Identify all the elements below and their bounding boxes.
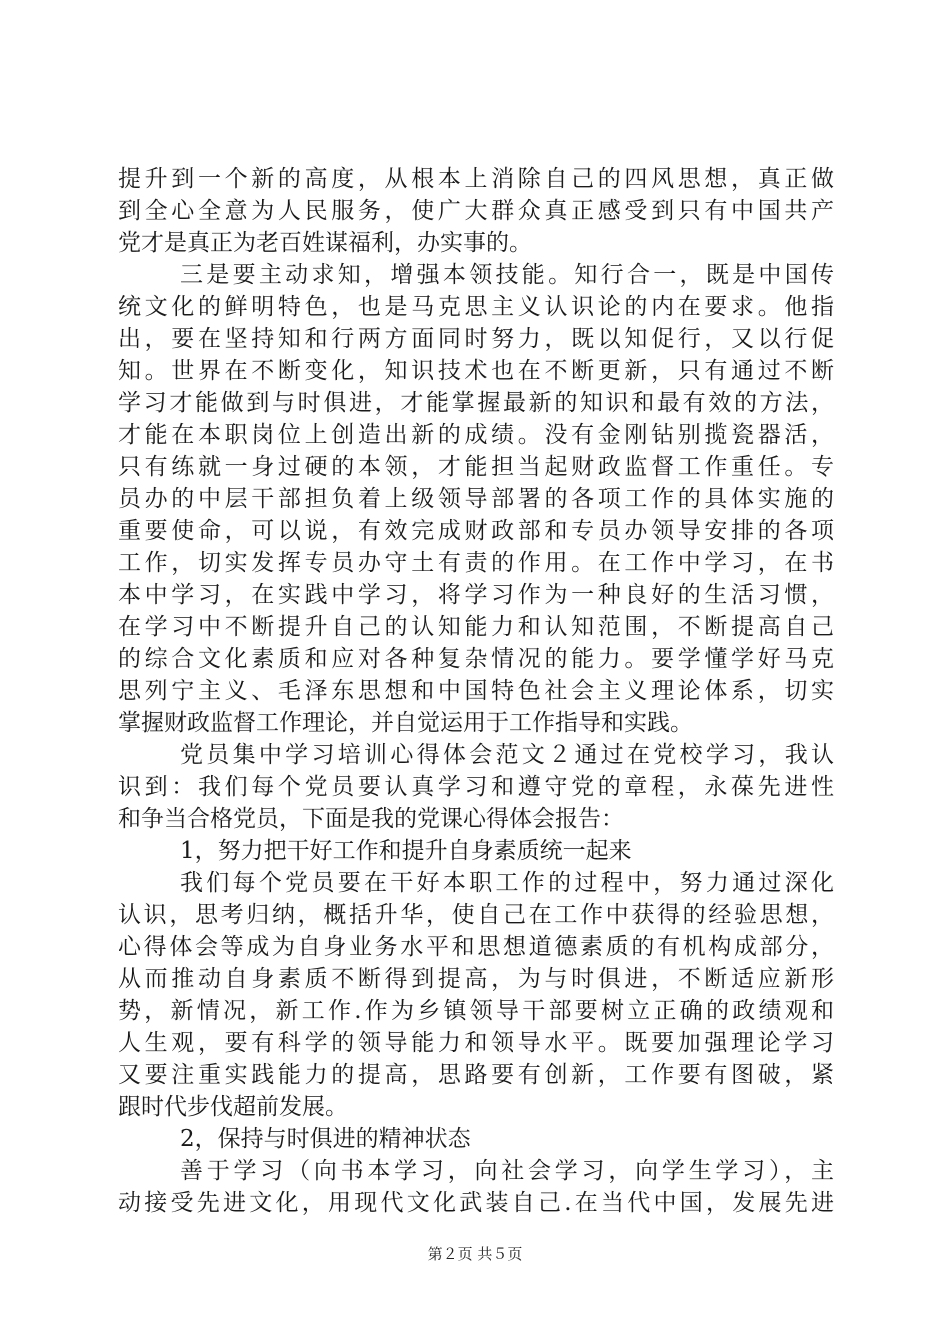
text-line: 2，保持与时俱进的精神状态 <box>180 1126 471 1152</box>
text-line: 认识，思考归纳，概括升华，使自己在工作中获得的经验思想， <box>118 902 834 928</box>
paragraph <box>118 867 834 1123</box>
text-line: 知。世界在不断变化，知识技术也在不断更新，只有通过不断 <box>118 358 834 384</box>
paragraph <box>118 163 834 259</box>
text-line: 和争当合格党员，下面是我的党课心得体会报告： <box>118 806 624 832</box>
text-line: 从而推动自身素质不断得到提高，为与时俱进，不断适应新形 <box>118 966 834 992</box>
text-line: 才能在本职岗位上创造出新的成绩。没有金刚钻别揽瓷器活， <box>118 422 834 448</box>
text-line: 工作，切实发挥专员办守土有责的作用。在工作中学习，在书 <box>118 550 834 576</box>
text-line: 又要注重实践能力的提高，思路要有创新，工作要有图破，紧 <box>118 1062 834 1088</box>
text-line: 出，要在坚持知和行两方面同时努力，既以知促行，又以行促 <box>118 326 834 352</box>
text-line: 到全心全意为人民服务，使广大群众真正感受到只有中国共产 <box>118 198 834 224</box>
text-line: 人生观，要有科学的领导能力和领导水平。既要加强理论学习 <box>118 1030 834 1056</box>
text-line: 提升到一个新的高度，从根本上消除自己的四风思想，真正做 <box>118 166 834 192</box>
text-line: 学习才能做到与时俱进，才能掌握最新的知识和最有效的方法， <box>118 390 834 416</box>
section-heading <box>118 835 834 867</box>
text-line: 只有练就一身过硬的本领，才能担当起财政监督工作重任。专 <box>118 454 834 480</box>
text-line: 重要使命，可以说，有效完成财政部和专员办领导安排的各项 <box>118 518 834 544</box>
text-line: 党才是真正为老百姓谋福利，办实事的。 <box>118 230 532 256</box>
section-heading <box>118 1123 834 1155</box>
text-line: 掌握财政监督工作理论，并自觉运用于工作指导和实践。 <box>118 710 693 736</box>
paragraph <box>118 1155 834 1219</box>
document-body <box>118 163 834 1219</box>
text-line: 党员集中学习培训心得体会范文２通过在党校学习，我认 <box>180 742 834 768</box>
paragraph <box>118 259 834 739</box>
text-line: 员办的中层干部担负着上级领导部署的各项工作的具体实施的 <box>118 486 834 512</box>
text-line: 思列宁主义、毛泽东思想和中国特色社会主义理论体系，切实 <box>118 678 834 704</box>
text-line: 本中学习，在实践中学习，将学习作为一种良好的生活习惯， <box>118 582 834 608</box>
text-line: 动接受先进文化，用现代文化武装自己.在当代中国，发展先进 <box>118 1190 834 1216</box>
text-line: 三是要主动求知，增强本领技能。知行合一，既是中国传 <box>180 262 834 288</box>
paragraph <box>118 739 834 835</box>
text-line: 在学习中不断提升自己的认知能力和认知范围，不断提高自己 <box>118 614 834 640</box>
text-line: 识到：我们每个党员要认真学习和遵守党的章程，永葆先进性 <box>118 774 834 800</box>
text-line: 跟时代步伐超前发展。 <box>118 1094 348 1120</box>
page-number-footer: 第２页 共５页 <box>427 1245 523 1263</box>
text-line: 心得体会等成为自身业务水平和思想道德素质的有机构成部分， <box>118 934 834 960</box>
text-line: 1，努力把干好工作和提升自身素质统一起来 <box>180 838 632 864</box>
text-line: 势，新情况，新工作.作为乡镇领导干部要树立正确的政绩观和 <box>118 998 834 1024</box>
text-line: 我们每个党员要在干好本职工作的过程中，努力通过深化 <box>180 870 834 896</box>
text-line: 统文化的鲜明特色，也是马克思主义认识论的内在要求。他指 <box>118 294 834 320</box>
text-line: 善于学习（向书本学习，向社会学习，向学生学习），主 <box>180 1158 834 1184</box>
text-line: 的综合文化素质和应对各种复杂情况的能力。要学懂学好马克 <box>118 646 834 672</box>
